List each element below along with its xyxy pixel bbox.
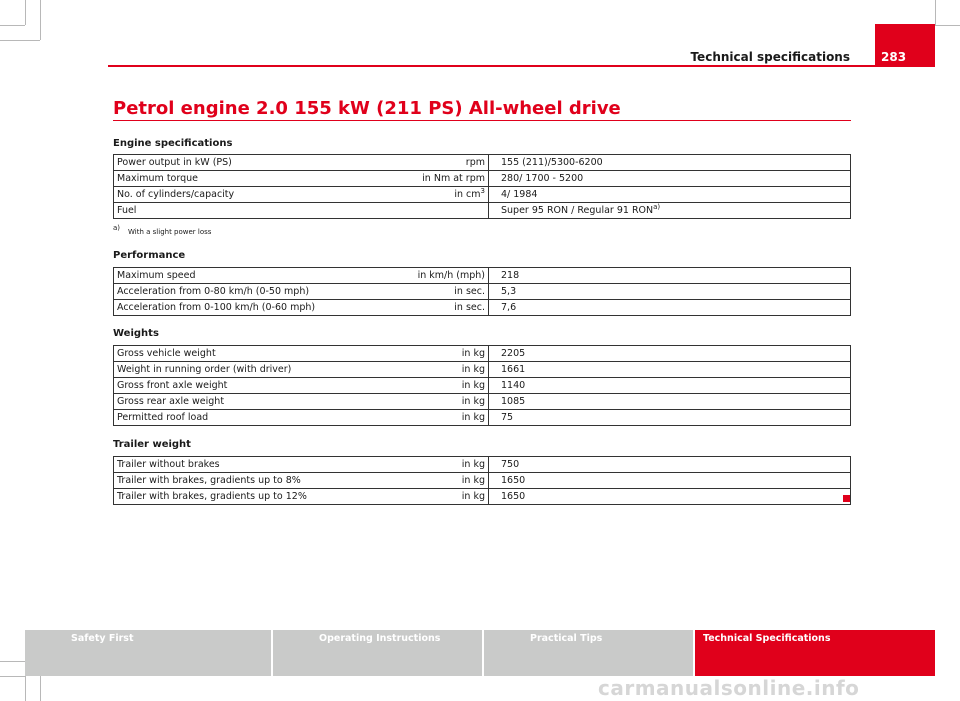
table-row (114, 378, 851, 394)
row-value: 218 (489, 268, 851, 284)
unit-superscript: 3 (480, 187, 485, 195)
crop-mark (935, 25, 960, 26)
row-value: 1085 (489, 394, 851, 410)
trailer-weight-table (113, 456, 851, 505)
row-label: Acceleration from 0-80 km/h (0-50 mph) (114, 284, 371, 300)
table-row (114, 362, 851, 378)
header-rule (108, 65, 935, 67)
row-value: 7,6 (489, 300, 851, 316)
performance-heading: Performance (113, 250, 186, 261)
row-value: 5,3 (489, 284, 851, 300)
row-value: 4/ 1984 (489, 187, 851, 203)
crop-mark (0, 25, 25, 26)
footnote-marker: a) (113, 224, 121, 232)
crop-mark (25, 676, 26, 701)
title-rule (113, 120, 851, 121)
engine-specifications-heading: Engine specifications (113, 138, 233, 149)
weights-heading: Weights (113, 328, 159, 339)
row-unit: rpm (370, 155, 489, 171)
table-row (114, 410, 851, 426)
row-label: Permitted roof load (114, 410, 371, 426)
nav-tab-technical-specifications[interactable]: Technical Specifications (695, 630, 935, 676)
crop-mark (25, 0, 26, 25)
row-unit: in sec. (370, 284, 489, 300)
row-unit: in Nm at rpm (370, 171, 489, 187)
row-label: Power output in kW (PS) (114, 155, 371, 171)
page-number: 283 (875, 24, 935, 67)
end-of-section-marker (843, 495, 850, 502)
row-unit: in kg (370, 346, 489, 362)
unit-text: in cm (454, 189, 481, 200)
crop-mark (0, 40, 40, 41)
table-row (114, 300, 851, 316)
page-title: Petrol engine 2.0 155 kW (211 PS) All-wheel drive (113, 98, 621, 119)
row-label: Gross rear axle weight (114, 394, 371, 410)
row-value: 1650 (489, 489, 851, 505)
running-header-title: Technical specifications (690, 50, 850, 64)
row-label: Weight in running order (with driver) (114, 362, 371, 378)
row-unit (370, 203, 489, 219)
row-unit: in kg (370, 473, 489, 489)
table-row (114, 457, 851, 473)
footnote (113, 224, 212, 236)
row-value: 155 (211)/5300-6200 (489, 155, 851, 171)
table-row (114, 284, 851, 300)
table-row (114, 268, 851, 284)
performance-table (113, 267, 851, 316)
table-row (114, 171, 851, 187)
row-label: Trailer without brakes (114, 457, 371, 473)
row-label: Gross front axle weight (114, 378, 371, 394)
row-label: Maximum torque (114, 171, 371, 187)
row-value: 280/ 1700 - 5200 (489, 171, 851, 187)
value-text: Super 95 RON / Regular 91 RON (501, 205, 654, 216)
row-label: No. of cylinders/capacity (114, 187, 371, 203)
row-value: 1140 (489, 378, 851, 394)
row-value: 750 (489, 457, 851, 473)
nav-tab-safety-first[interactable]: Safety First (25, 630, 271, 676)
row-value (489, 203, 851, 219)
row-value: 75 (489, 410, 851, 426)
row-unit (370, 187, 489, 203)
row-value: 2205 (489, 346, 851, 362)
crop-mark (0, 676, 25, 677)
table-row (114, 346, 851, 362)
nav-tab-practical-tips[interactable]: Practical Tips (484, 630, 693, 676)
row-value: 1650 (489, 473, 851, 489)
row-label: Trailer with brakes, gradients up to 8% (114, 473, 371, 489)
table-row (114, 203, 851, 219)
table-row (114, 187, 851, 203)
weights-table (113, 345, 851, 426)
crop-mark (935, 0, 936, 25)
table-row (114, 155, 851, 171)
row-unit: in kg (370, 394, 489, 410)
row-label: Maximum speed (114, 268, 371, 284)
engine-specifications-table (113, 154, 851, 219)
row-unit: in kg (370, 410, 489, 426)
trailer-weight-heading: Trailer weight (113, 439, 191, 450)
row-label: Acceleration from 0-100 km/h (0-60 mph) (114, 300, 371, 316)
table-row (114, 394, 851, 410)
row-unit: in km/h (mph) (370, 268, 489, 284)
footnote-reference: a) (653, 203, 661, 211)
row-value: 1661 (489, 362, 851, 378)
row-unit: in kg (370, 489, 489, 505)
row-unit: in kg (370, 457, 489, 473)
table-row (114, 473, 851, 489)
footnote-text: With a slight power loss (128, 228, 212, 236)
watermark: carmanualsonline.info (598, 676, 860, 700)
row-unit: in sec. (370, 300, 489, 316)
row-unit: in kg (370, 362, 489, 378)
table-row (114, 489, 851, 505)
row-label: Fuel (114, 203, 371, 219)
row-label: Trailer with brakes, gradients up to 12% (114, 489, 371, 505)
crop-mark (40, 0, 41, 40)
footer-navigation (25, 630, 935, 676)
row-unit: in kg (370, 378, 489, 394)
row-label: Gross vehicle weight (114, 346, 371, 362)
nav-tab-operating-instructions[interactable]: Operating Instructions (273, 630, 482, 676)
